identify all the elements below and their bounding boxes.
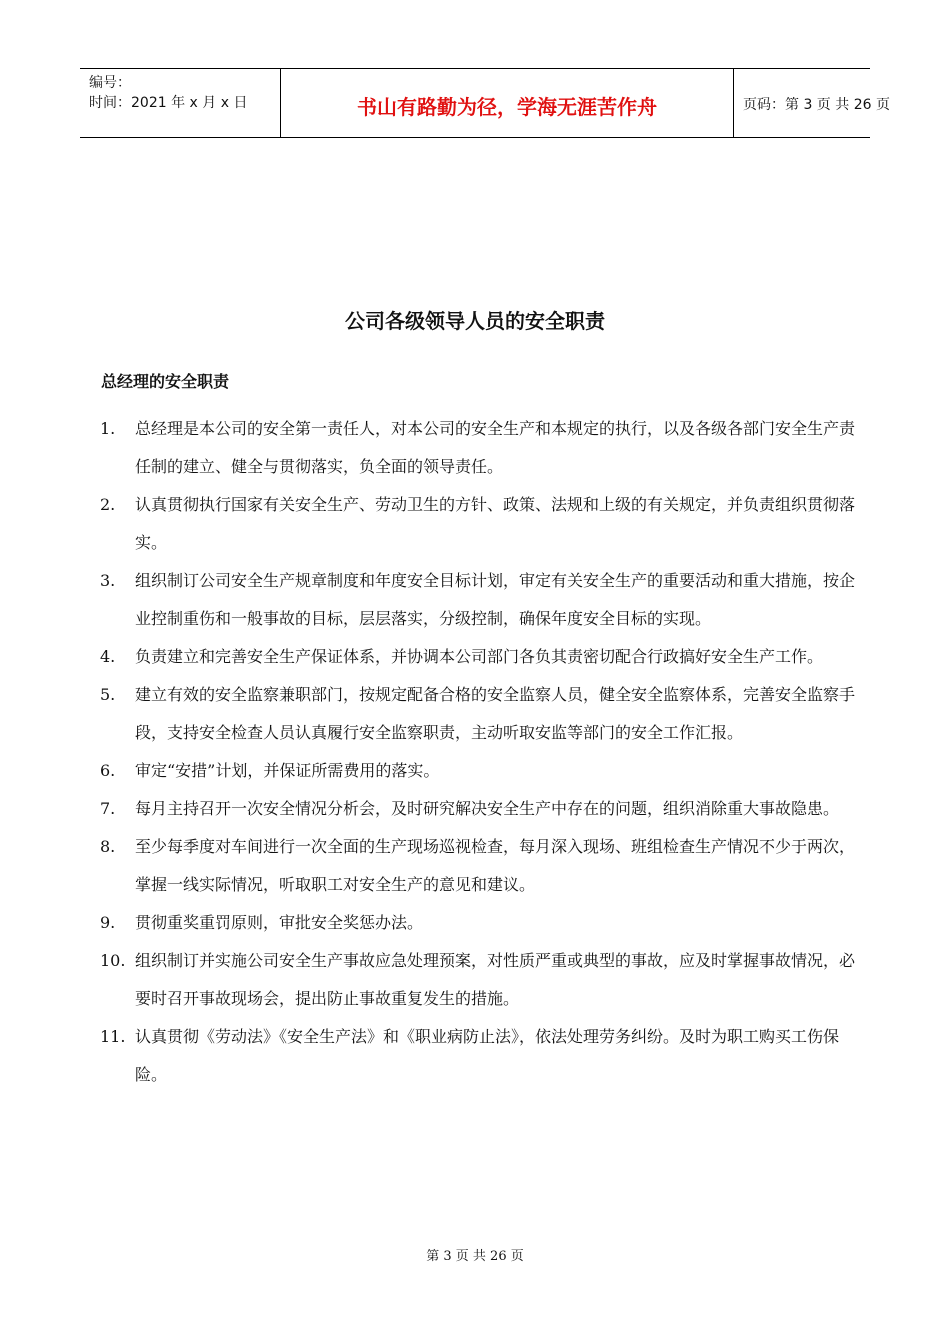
item-text: 总经理是本公司的安全第一责任人，对本公司的安全生产和本规定的执行，以及各级各部门安全生产责任制的建立、健全与贯彻落实，负全面的领导责任。 — [135, 419, 856, 476]
item-text: 每月主持召开一次安全情况分析会，及时研究解决安全生产中存在的问题，组织消除重大事故隐患。 — [135, 799, 840, 818]
item-number: 1. — [100, 419, 116, 438]
document-title: 公司各级领导人员的安全职责 — [345, 309, 605, 333]
header-table — [80, 68, 890, 138]
item-text: 贯彻重奖重罚原则，审批安全奖惩办法。 — [135, 913, 424, 932]
item-number: 10. — [100, 951, 126, 970]
item-number: 2. — [100, 495, 116, 514]
item-number: 4. — [100, 647, 116, 666]
item-number: 6. — [100, 761, 116, 780]
item-number: 11. — [100, 1027, 126, 1046]
item-number: 8. — [100, 837, 116, 856]
time-label: 时间：2021 年 x 月 x 日 — [89, 95, 248, 111]
header-left-cell — [80, 69, 280, 137]
motto: 书山有路勤为径，学海无涯苦作舟 — [357, 95, 657, 119]
list-item — [100, 486, 860, 562]
list-item — [100, 828, 860, 904]
header-right-cell — [733, 69, 890, 137]
item-number: 5. — [100, 685, 116, 704]
page-footer: 第 3 页 共 26 页 — [426, 1249, 524, 1264]
duty-list — [100, 410, 860, 1094]
list-item — [100, 904, 860, 942]
list-item — [100, 676, 860, 752]
section-heading: 总经理的安全职责 — [101, 372, 230, 391]
page-info: 页码：第 3 页 共 26 页 — [743, 97, 890, 113]
list-item — [100, 1018, 860, 1094]
item-text: 建立有效的安全监察兼职部门，按规定配备合格的安全监察人员，健全安全监察体系，完善安全监察手段，支持安全检查人员认真履行安全监察职责，主动听取安监等部门的安全工作汇报。 — [135, 685, 856, 742]
item-text: 审定“安措”计划，并保证所需费用的落实。 — [135, 761, 440, 780]
item-number: 3. — [100, 571, 116, 590]
item-text: 至少每季度对车间进行一次全面的生产现场巡视检查，每月深入现场、班组检查生产情况不少于两次，掌握一线实际情况，听取职工对安全生产的意见和建议。 — [135, 837, 856, 894]
item-text: 认真贯彻执行国家有关安全生产、劳动卫生的方针、政策、法规和上级的有关规定，并负责组织贯彻落实。 — [135, 495, 856, 552]
item-text: 认真贯彻《劳动法》《安全生产法》和《职业病防止法》，依法处理劳务纠纷。及时为职工购买工伤保险。 — [135, 1027, 840, 1084]
item-text: 组织制订公司安全生产规章制度和年度安全目标计划，审定有关安全生产的重要活动和重大措施，按企业控制重伤和一般事故的目标，层层落实，分级控制，确保年度安全目标的实现。 — [135, 571, 856, 628]
list-item — [100, 562, 860, 638]
item-text: 负责建立和完善安全生产保证体系，并协调本公司部门各负其责密切配合行政搞好安全生产工作。 — [135, 647, 824, 666]
item-number: 9. — [100, 913, 116, 932]
list-item — [100, 410, 860, 486]
item-number: 7. — [100, 799, 116, 818]
header-center-cell — [280, 69, 734, 137]
item-text: 组织制订并实施公司安全生产事故应急处理预案，对性质严重或典型的事故，应及时掌握事故情况，必要时召开事故现场会，提出防止事故重复发生的措施。 — [135, 951, 856, 1008]
list-item — [100, 638, 860, 676]
list-item — [100, 942, 860, 1018]
number-label: 编号： — [89, 75, 131, 91]
list-item — [100, 752, 860, 790]
list-item — [100, 790, 860, 828]
